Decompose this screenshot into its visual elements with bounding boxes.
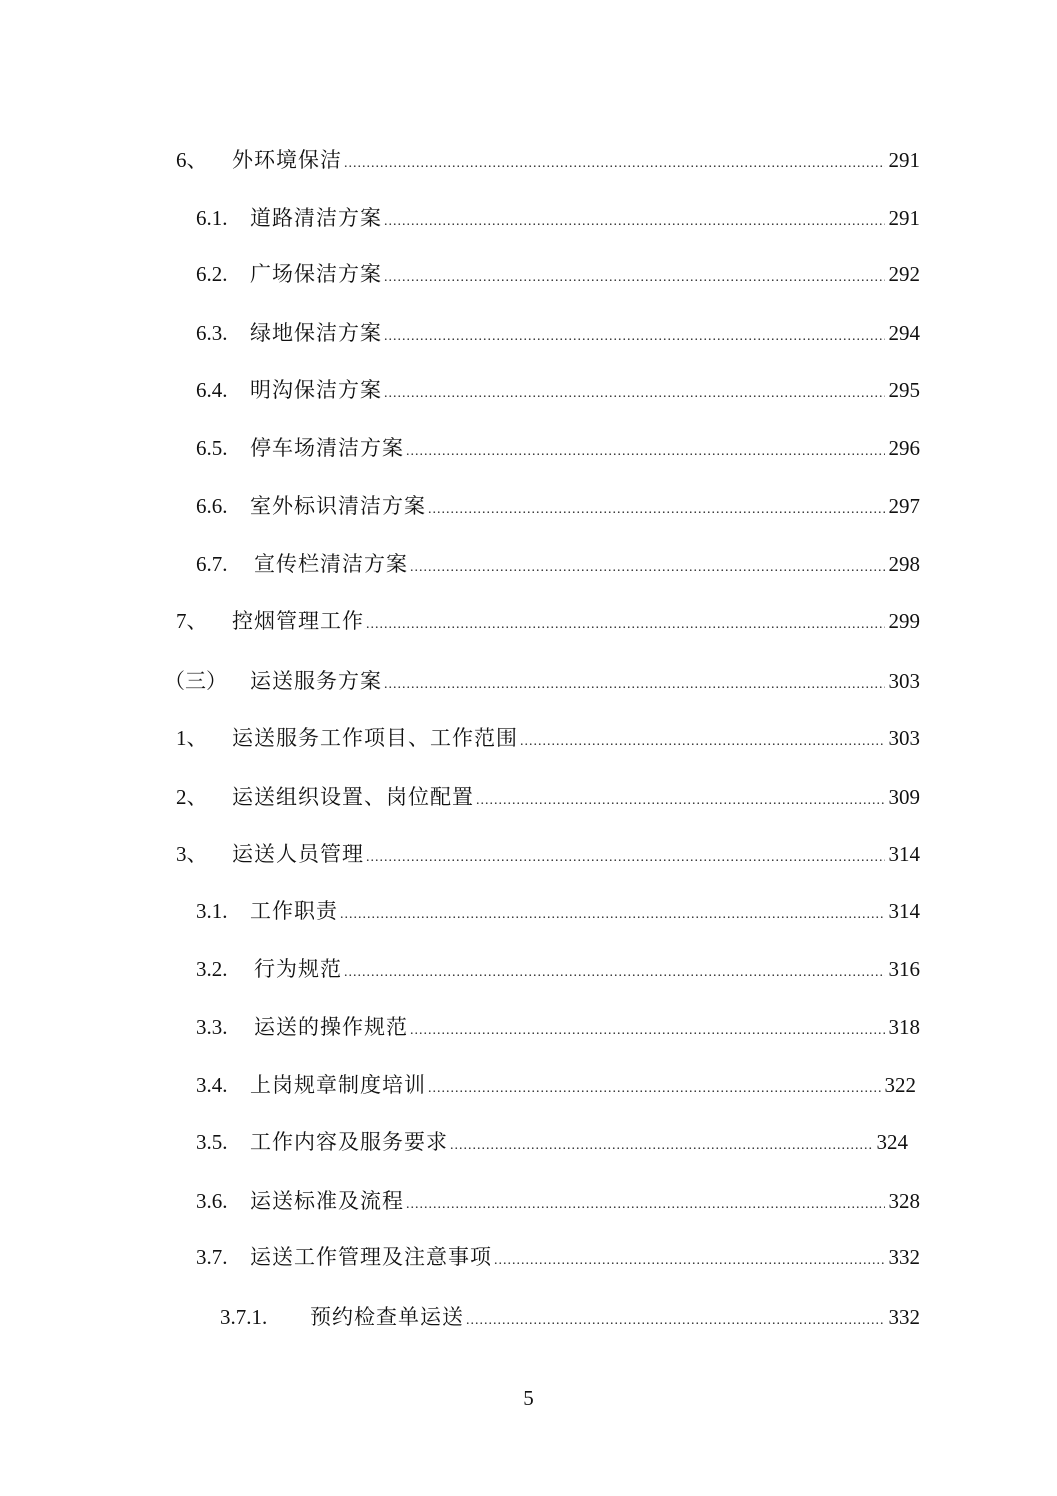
entry-page-number: 332 bbox=[888, 1245, 920, 1269]
entry-title: 上岗规章制度培训 bbox=[250, 1073, 426, 1097]
dot-leader bbox=[520, 728, 885, 756]
entry-number: 2、 bbox=[176, 785, 208, 809]
entry-page-number: 303 bbox=[888, 669, 920, 693]
toc-entry[interactable] bbox=[196, 492, 920, 520]
toc-entry[interactable] bbox=[196, 1071, 916, 1099]
entry-title: 运送服务方案 bbox=[250, 669, 382, 693]
dot-leader bbox=[366, 611, 885, 639]
entry-title: 运送组织设置、岗位配置 bbox=[232, 785, 474, 809]
entry-number: 3.1. bbox=[196, 899, 228, 923]
entry-number: 3.7.1. bbox=[220, 1305, 268, 1329]
dot-leader bbox=[384, 671, 885, 699]
entry-title: 停车场清洁方案 bbox=[250, 436, 404, 460]
dot-leader bbox=[450, 1132, 873, 1160]
entry-number: 3.5. bbox=[196, 1130, 228, 1154]
entry-title: 广场保洁方案 bbox=[250, 262, 382, 286]
page-number: 5 bbox=[523, 1386, 534, 1410]
entry-number: 3.3. bbox=[196, 1015, 228, 1039]
toc-entry[interactable] bbox=[164, 667, 920, 695]
toc-entry[interactable] bbox=[196, 434, 920, 462]
toc-entry[interactable] bbox=[176, 783, 920, 811]
toc-entry[interactable] bbox=[176, 146, 920, 174]
entry-page-number: 298 bbox=[888, 552, 920, 576]
entry-title: 工作职责 bbox=[250, 899, 338, 923]
toc-entry[interactable] bbox=[196, 897, 920, 925]
toc-entry[interactable] bbox=[196, 204, 920, 232]
dot-leader bbox=[384, 323, 885, 351]
entry-title: 运送人员管理 bbox=[232, 842, 364, 866]
dot-leader bbox=[476, 787, 885, 815]
entry-title: 工作内容及服务要求 bbox=[250, 1130, 448, 1154]
dot-leader bbox=[384, 208, 885, 236]
entry-title: 运送的操作规范 bbox=[254, 1015, 408, 1039]
entry-number: 3.4. bbox=[196, 1073, 228, 1097]
entry-title: 外环境保洁 bbox=[232, 148, 342, 172]
entry-number: 3.2. bbox=[196, 957, 228, 981]
dot-leader bbox=[344, 150, 885, 178]
entry-page-number: 294 bbox=[888, 321, 920, 345]
entry-page-number: 297 bbox=[888, 494, 920, 518]
dot-leader bbox=[410, 1017, 885, 1045]
dot-leader bbox=[428, 496, 885, 524]
entry-title: 运送服务工作项目、工作范围 bbox=[232, 726, 518, 750]
entry-number: 6.7. bbox=[196, 552, 228, 576]
entry-title: 室外标识清洁方案 bbox=[250, 494, 426, 518]
toc-entry[interactable] bbox=[220, 1303, 920, 1331]
entry-title: 控烟管理工作 bbox=[232, 609, 364, 633]
entry-title: 道路清洁方案 bbox=[250, 206, 382, 230]
toc-entry[interactable] bbox=[196, 260, 920, 288]
dot-leader bbox=[406, 1191, 885, 1219]
dot-leader bbox=[384, 380, 885, 408]
entry-page-number: 299 bbox=[888, 609, 920, 633]
dot-leader bbox=[384, 264, 885, 292]
entry-number: 3.7. bbox=[196, 1245, 228, 1269]
entry-page-number: 309 bbox=[888, 785, 920, 809]
entry-number: 6.2. bbox=[196, 262, 228, 286]
entry-number: 7、 bbox=[176, 609, 208, 633]
entry-page-number: 328 bbox=[888, 1189, 920, 1213]
toc-entry[interactable] bbox=[176, 607, 920, 635]
toc-entry[interactable] bbox=[196, 319, 920, 347]
entry-title: 运送标准及流程 bbox=[250, 1189, 404, 1213]
entry-page-number: 318 bbox=[888, 1015, 920, 1039]
toc-entry[interactable] bbox=[196, 1128, 908, 1156]
entry-title: 行为规范 bbox=[254, 957, 342, 981]
entry-page-number: 314 bbox=[888, 899, 920, 923]
entry-page-number: 291 bbox=[888, 148, 920, 172]
entry-number: 1、 bbox=[176, 726, 208, 750]
entry-page-number: 292 bbox=[888, 262, 920, 286]
toc-entry[interactable] bbox=[196, 550, 920, 578]
entry-number: 6.3. bbox=[196, 321, 228, 345]
entry-page-number: 324 bbox=[876, 1130, 908, 1154]
entry-page-number: 314 bbox=[888, 842, 920, 866]
dot-leader bbox=[340, 901, 885, 929]
entry-number: 6.5. bbox=[196, 436, 228, 460]
dot-leader bbox=[366, 844, 885, 872]
entry-title: 预约检查单运送 bbox=[310, 1305, 464, 1329]
entry-page-number: 316 bbox=[888, 957, 920, 981]
entry-number: 6.6. bbox=[196, 494, 228, 518]
entry-page-number: 332 bbox=[888, 1305, 920, 1329]
dot-leader bbox=[344, 959, 885, 987]
entry-page-number: 295 bbox=[888, 378, 920, 402]
entry-page-number: 303 bbox=[888, 726, 920, 750]
toc-entry[interactable] bbox=[196, 1187, 920, 1215]
entry-number: 3.6. bbox=[196, 1189, 228, 1213]
entry-page-number: 296 bbox=[888, 436, 920, 460]
entry-number: 6.4. bbox=[196, 378, 228, 402]
entry-title: 绿地保洁方案 bbox=[250, 321, 382, 345]
dot-leader bbox=[428, 1075, 881, 1103]
entry-number: （三） bbox=[164, 669, 227, 693]
toc-entry[interactable] bbox=[176, 724, 920, 752]
toc-entry[interactable] bbox=[196, 376, 920, 404]
dot-leader bbox=[406, 438, 885, 466]
dot-leader bbox=[494, 1247, 885, 1275]
toc-entry[interactable] bbox=[176, 840, 920, 868]
entry-title: 明沟保洁方案 bbox=[250, 378, 382, 402]
entry-page-number: 291 bbox=[888, 206, 920, 230]
dot-leader bbox=[466, 1307, 885, 1335]
toc-entry[interactable] bbox=[196, 1013, 920, 1041]
entry-page-number: 322 bbox=[884, 1073, 916, 1097]
entry-number: 6.1. bbox=[196, 206, 228, 230]
toc-entry[interactable] bbox=[196, 955, 920, 983]
dot-leader bbox=[410, 554, 885, 582]
toc-entry[interactable] bbox=[196, 1243, 920, 1271]
entry-title: 宣传栏清洁方案 bbox=[254, 552, 408, 576]
entry-title: 运送工作管理及注意事项 bbox=[250, 1245, 492, 1269]
entry-number: 3、 bbox=[176, 842, 208, 866]
entry-number: 6、 bbox=[176, 148, 208, 172]
